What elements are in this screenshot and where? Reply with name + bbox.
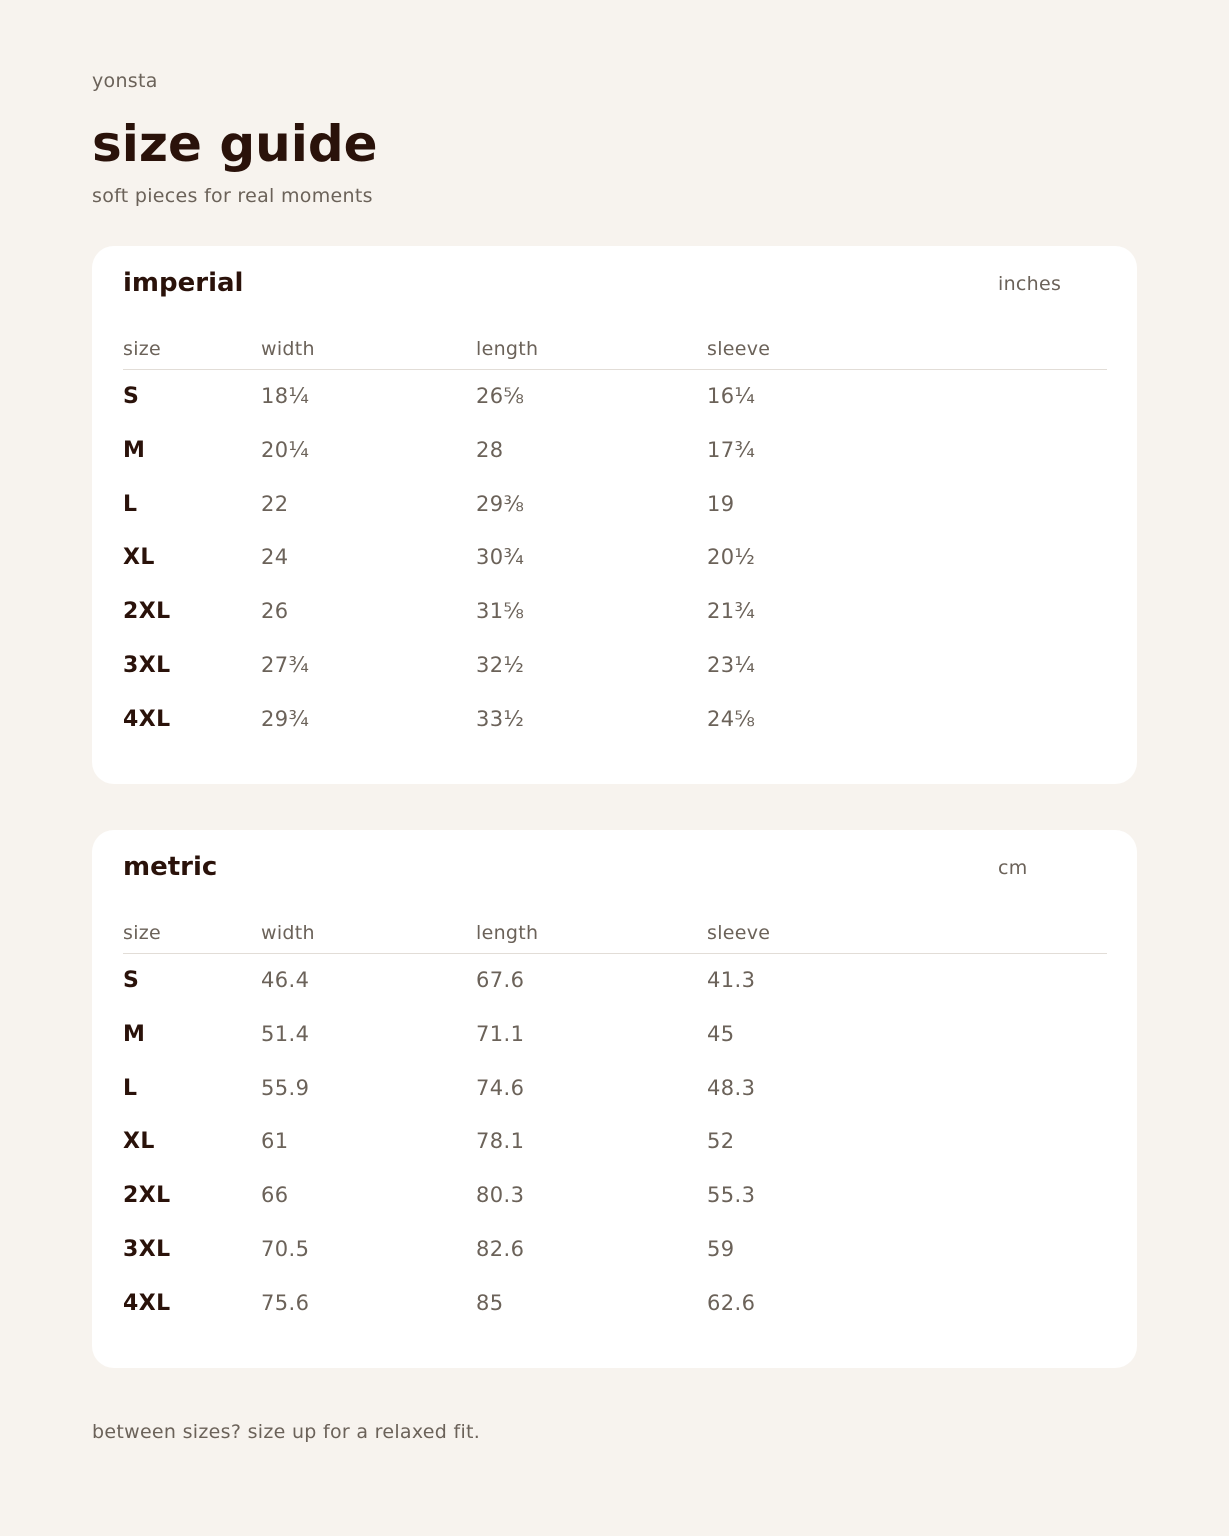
- imperial-table-body: [123, 370, 1107, 747]
- column-header-size: size: [123, 338, 162, 360]
- brand-name: yonsta: [92, 70, 158, 92]
- size-cell: M: [123, 437, 146, 463]
- sleeve-cell: 23¼: [707, 652, 756, 677]
- sleeve-cell: 21¾: [707, 599, 756, 624]
- sleeve-cell: 41.3: [707, 968, 756, 992]
- size-cell: L: [123, 491, 138, 517]
- table-row: [123, 954, 1107, 1008]
- length-cell: 28: [476, 437, 504, 462]
- length-cell: 71.1: [476, 1021, 525, 1046]
- metric-unit: cm: [998, 857, 1028, 879]
- table-row: [123, 370, 1107, 424]
- imperial-card: [92, 246, 1137, 784]
- length-cell: 67.6: [476, 968, 525, 992]
- width-cell: 20¼: [261, 437, 310, 462]
- imperial-table-header: [123, 338, 1107, 370]
- size-cell: XL: [123, 545, 155, 571]
- page-title: size guide: [92, 115, 378, 173]
- width-cell: 22: [261, 491, 289, 516]
- size-cell: S: [123, 384, 140, 409]
- column-header-sleeve: sleeve: [707, 338, 771, 360]
- sleeve-cell: 19: [707, 491, 735, 516]
- imperial-title: imperial: [123, 268, 244, 298]
- size-cell: 2XL: [123, 1183, 171, 1209]
- table-row: [123, 478, 1107, 532]
- width-cell: 75.6: [261, 1290, 310, 1315]
- table-row: [123, 1277, 1107, 1331]
- sleeve-cell: 45: [707, 1021, 735, 1046]
- width-cell: 26: [261, 599, 289, 624]
- length-cell: 32½: [476, 652, 525, 677]
- table-row: [123, 1223, 1107, 1277]
- width-cell: 55.9: [261, 1075, 310, 1100]
- size-cell: L: [123, 1075, 138, 1101]
- length-cell: 74.6: [476, 1075, 525, 1100]
- table-row: [123, 1169, 1107, 1223]
- sleeve-cell: 55.3: [707, 1183, 756, 1208]
- width-cell: 46.4: [261, 968, 310, 992]
- size-cell: 2XL: [123, 599, 171, 625]
- width-cell: 24: [261, 545, 289, 570]
- size-cell: S: [123, 968, 140, 993]
- width-cell: 18¼: [261, 384, 310, 408]
- width-cell: 51.4: [261, 1021, 310, 1046]
- table-row: [123, 424, 1107, 478]
- page-subtitle: soft pieces for real moments: [92, 185, 373, 207]
- table-row: [123, 1062, 1107, 1116]
- length-cell: 29⅜: [476, 491, 525, 516]
- length-cell: 82.6: [476, 1236, 525, 1261]
- size-cell: XL: [123, 1129, 155, 1155]
- width-cell: 61: [261, 1129, 289, 1154]
- length-cell: 78.1: [476, 1129, 525, 1154]
- sleeve-cell: 24⅝: [707, 706, 756, 731]
- fit-note: between sizes? size up for a relaxed fit.: [92, 1421, 481, 1443]
- width-cell: 29¾: [261, 706, 310, 731]
- length-cell: 30¾: [476, 545, 525, 570]
- length-cell: 26⅝: [476, 384, 525, 408]
- width-cell: 70.5: [261, 1236, 310, 1261]
- metric-title: metric: [123, 852, 218, 882]
- column-header-sleeve: sleeve: [707, 922, 771, 944]
- table-row: [123, 639, 1107, 693]
- metric-card: [92, 830, 1137, 1368]
- size-cell: 4XL: [123, 1290, 171, 1316]
- column-header-width: width: [261, 338, 315, 360]
- column-header-length: length: [476, 338, 539, 360]
- metric-table-body: [123, 954, 1107, 1331]
- table-row: [123, 1115, 1107, 1169]
- length-cell: 33½: [476, 706, 525, 731]
- sleeve-cell: 62.6: [707, 1290, 756, 1315]
- table-row: [123, 693, 1107, 747]
- sleeve-cell: 20½: [707, 545, 756, 570]
- column-header-length: length: [476, 922, 539, 944]
- table-row: [123, 585, 1107, 639]
- sleeve-cell: 48.3: [707, 1075, 756, 1100]
- size-cell: 3XL: [123, 1236, 171, 1262]
- width-cell: 27¾: [261, 652, 310, 677]
- sleeve-cell: 16¼: [707, 384, 756, 408]
- size-cell: 4XL: [123, 706, 171, 732]
- imperial-unit: inches: [998, 273, 1062, 295]
- sleeve-cell: 59: [707, 1236, 735, 1261]
- table-row: [123, 1008, 1107, 1062]
- sleeve-cell: 17¾: [707, 437, 756, 462]
- size-cell: M: [123, 1021, 146, 1047]
- length-cell: 80.3: [476, 1183, 525, 1208]
- width-cell: 66: [261, 1183, 289, 1208]
- metric-table-header: [123, 922, 1107, 954]
- table-row: [123, 531, 1107, 585]
- sleeve-cell: 52: [707, 1129, 735, 1154]
- length-cell: 31⅝: [476, 599, 525, 624]
- size-cell: 3XL: [123, 652, 171, 678]
- column-header-size: size: [123, 922, 162, 944]
- column-header-width: width: [261, 922, 315, 944]
- length-cell: 85: [476, 1290, 504, 1315]
